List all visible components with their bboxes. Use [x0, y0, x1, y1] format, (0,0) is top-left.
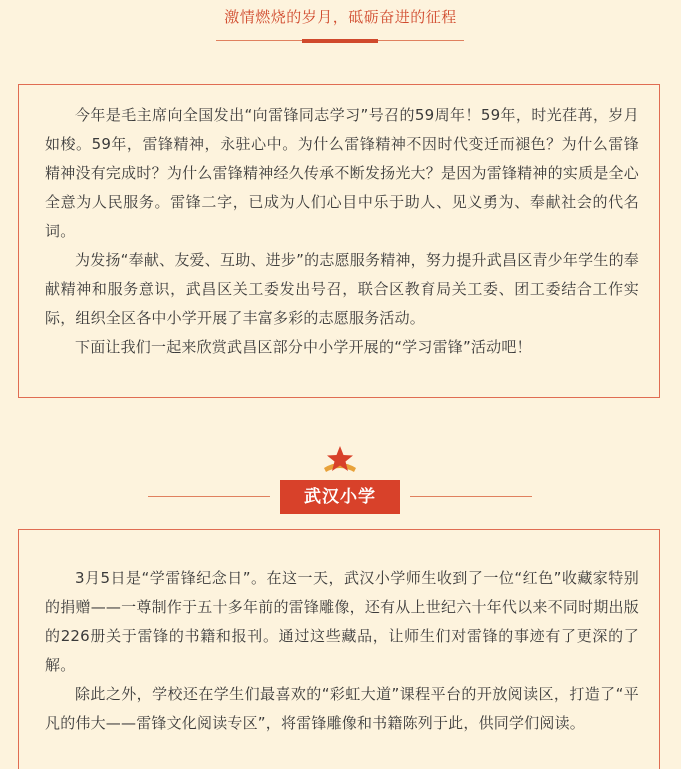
section-paragraph-1: 3月5日是“学雷锋纪念日”。在这一天，武汉小学师生收到了一位“红色”收藏家特别的捐赠——一尊制作于五十多年前的雷锋雕像，还有从上世纪六十年代以来不同时期出版的226册关于雷锋的书籍和报刊。通过这些藏品，让师生们对雷锋的事迹有了更深的了解。 [45, 569, 639, 674]
intro-paragraph-2: 为发扬“奉献、友爱、互助、进步”的志愿服务精神，努力提升武昌区青少年学生的奉献精神和服务意识，武昌区关工委发出号召，联合区教育局关工委、团工委结合工作实际，组织全区各中小学开展了丰富多彩的志愿服务活动。 [45, 251, 639, 327]
section-paragraph-2: 除此之外，学校还在学生们最喜欢的“彩虹大道”课程平台的开放阅读区，打造了“平凡的伟大——雷锋文化阅读专区”，将雷锋雕像和书籍陈列于此，供同学们阅读。 [45, 685, 639, 732]
section-title-badge: 武汉小学 [280, 480, 400, 514]
page-title: 激情燃烧的岁月，砥砺奋进的征程 [224, 8, 457, 26]
section-divider-right [410, 496, 532, 497]
section-divider-left [148, 496, 270, 497]
intro-paragraph-1: 今年是毛主席向全国发出“向雷锋同志学习”号召的59周年！59年，时光荏苒，岁月如梭。59年，雷锋精神，永驻心中。为什么雷锋精神不因时代变迁而褪色？为什么雷锋精神没有完成时？为什么雷锋精神经久传承不断发扬光大？是因为雷锋精神的实质是全心全意为人民服务。雷锋二字，已成为人们心目中乐于助人、见义勇为、奉献社会的代名词。 [45, 106, 639, 240]
section-header [0, 444, 681, 524]
intro-paragraph-3: 下面让我们一起来欣赏武昌区部分中小学开展的“学习雷锋”活动吧！ [75, 338, 532, 356]
star-icon [320, 444, 360, 474]
intro-box [18, 84, 660, 398]
section-box [18, 529, 660, 769]
title-divider-accent [302, 39, 378, 43]
